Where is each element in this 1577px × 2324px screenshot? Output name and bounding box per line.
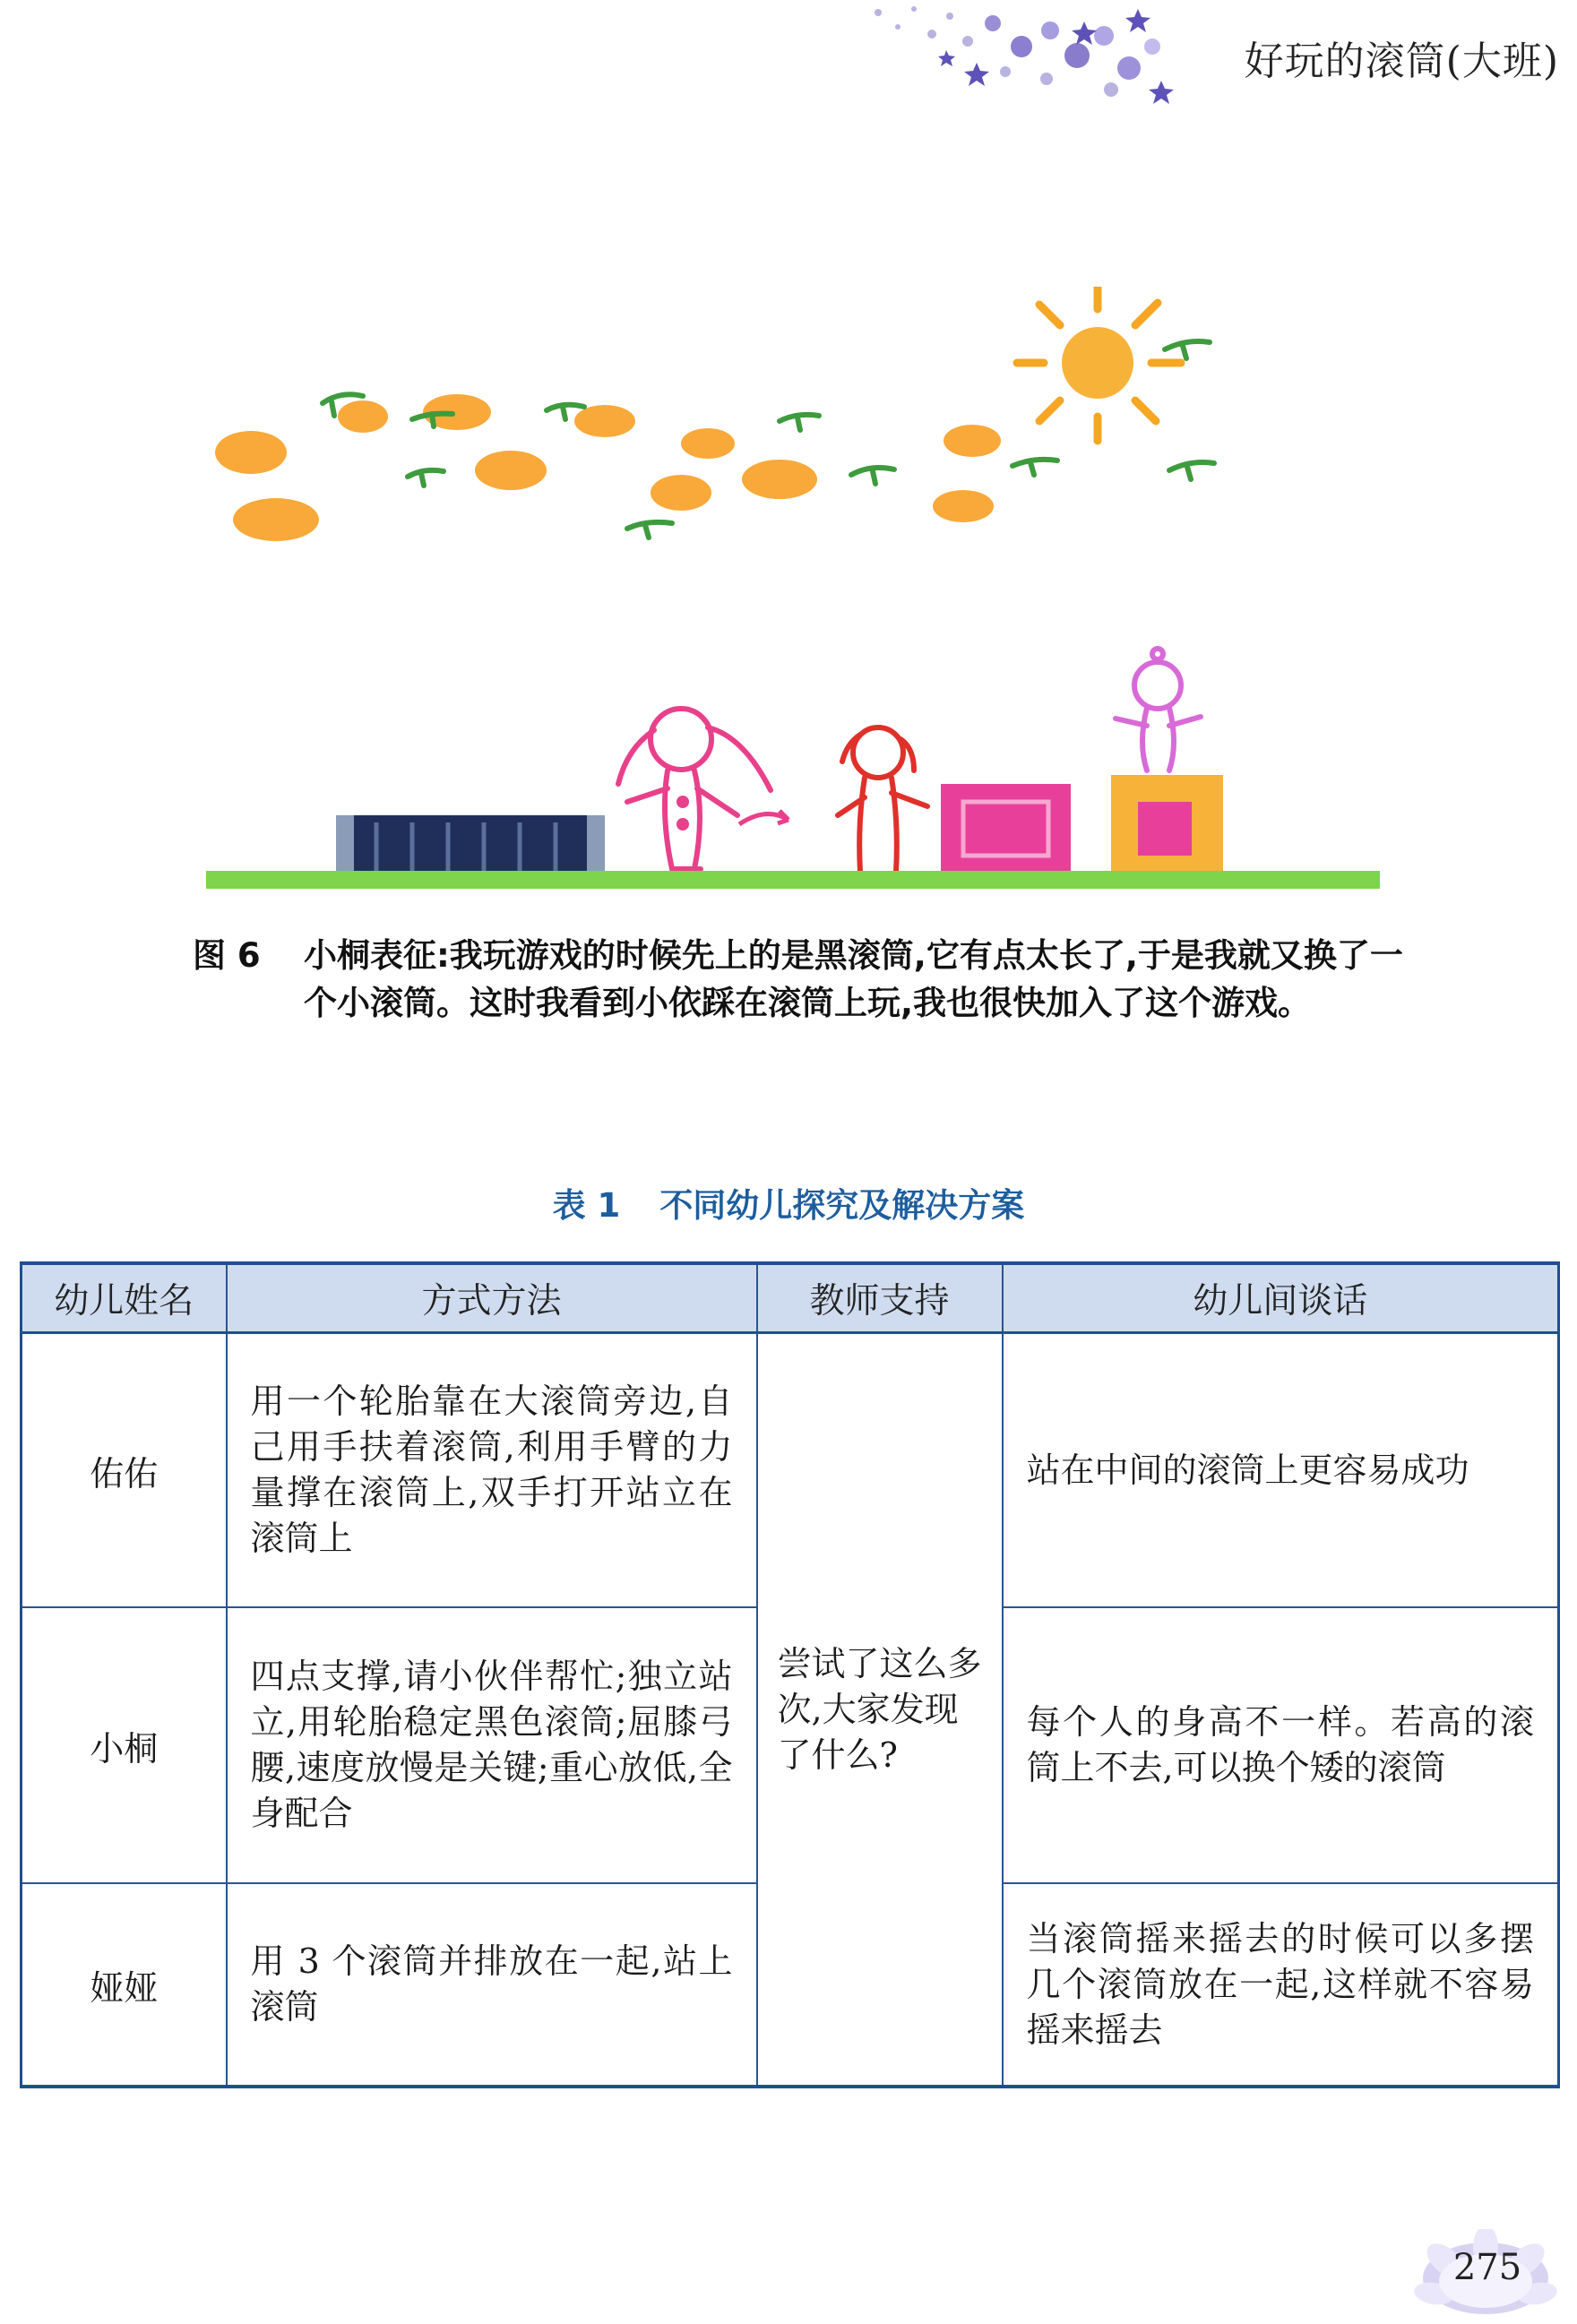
running-head: 好玩的滚筒(大班) [1244,39,1559,84]
talk-cell: 站在中间的滚筒上更容易成功 [1003,1333,1559,1608]
grass-drawing [206,871,1380,889]
method-cell: 用一个轮胎靠在大滚筒旁边,自己用手扶着滚筒,利用手臂的力量撑在滚筒上,双手打开站立在滚筒上 [227,1333,757,1608]
child-name-cell: 小桐 [22,1607,227,1883]
black-roller-drawing [336,815,605,878]
table-number: 表 1 [552,1186,621,1225]
pink-box-drawing [941,784,1071,874]
column-header-teacher-support: 教师支持 [757,1263,1003,1333]
table-title-text: 不同幼儿探究及解决方案 [659,1186,1025,1225]
sun-drawing [1017,287,1181,441]
table-title [0,1178,1577,1227]
teacher-support-cell: 尝试了这么多次,大家发现了什么? [757,1333,1003,2087]
orange-pedestal-drawing [1111,775,1223,874]
figure-label: 图 6 [193,936,261,975]
child-figure-red [838,727,927,872]
child-drawing-illustration [206,287,1380,905]
method-cell: 用 3 个滚筒并排放在一起,站上滚筒 [227,1883,757,2087]
table-row [22,1333,1559,1608]
header-star-decoration [842,0,1219,108]
child-name-cell: 娅娅 [22,1883,227,2087]
column-header-name: 幼儿姓名 [22,1263,227,1333]
child-figure-pink [618,709,771,869]
child-figure-violet [1116,649,1201,770]
talk-cell: 每个人的身高不一样。若高的滚筒上不去,可以换个矮的滚筒 [1003,1607,1559,1883]
page-number: 275 [1452,2247,1522,2288]
method-cell: 四点支撑,请小伙伴帮忙;独立站立,用轮胎稳定黑色滚筒;屈膝弓腰,速度放慢是关键;重心放低,全身配合 [227,1607,757,1883]
figure-caption-text: 小桐表征:我玩游戏的时候先上的是黑滚筒,它有点太长了,于是我就又换了一个小滚筒。这时我看到小依踩在滚筒上玩,我也很快加入了这个游戏。 [304,936,1403,1022]
column-header-talk: 幼儿间谈话 [1003,1263,1559,1333]
child-name-cell: 佑佑 [22,1333,227,1608]
column-header-method: 方式方法 [227,1263,757,1333]
table-header-row [22,1263,1559,1333]
talk-cell: 当滚筒摇来摇去的时候可以多摆几个滚筒放在一起,这样就不容易摇来摇去 [1003,1883,1559,2087]
solutions-table [20,1261,1560,2088]
